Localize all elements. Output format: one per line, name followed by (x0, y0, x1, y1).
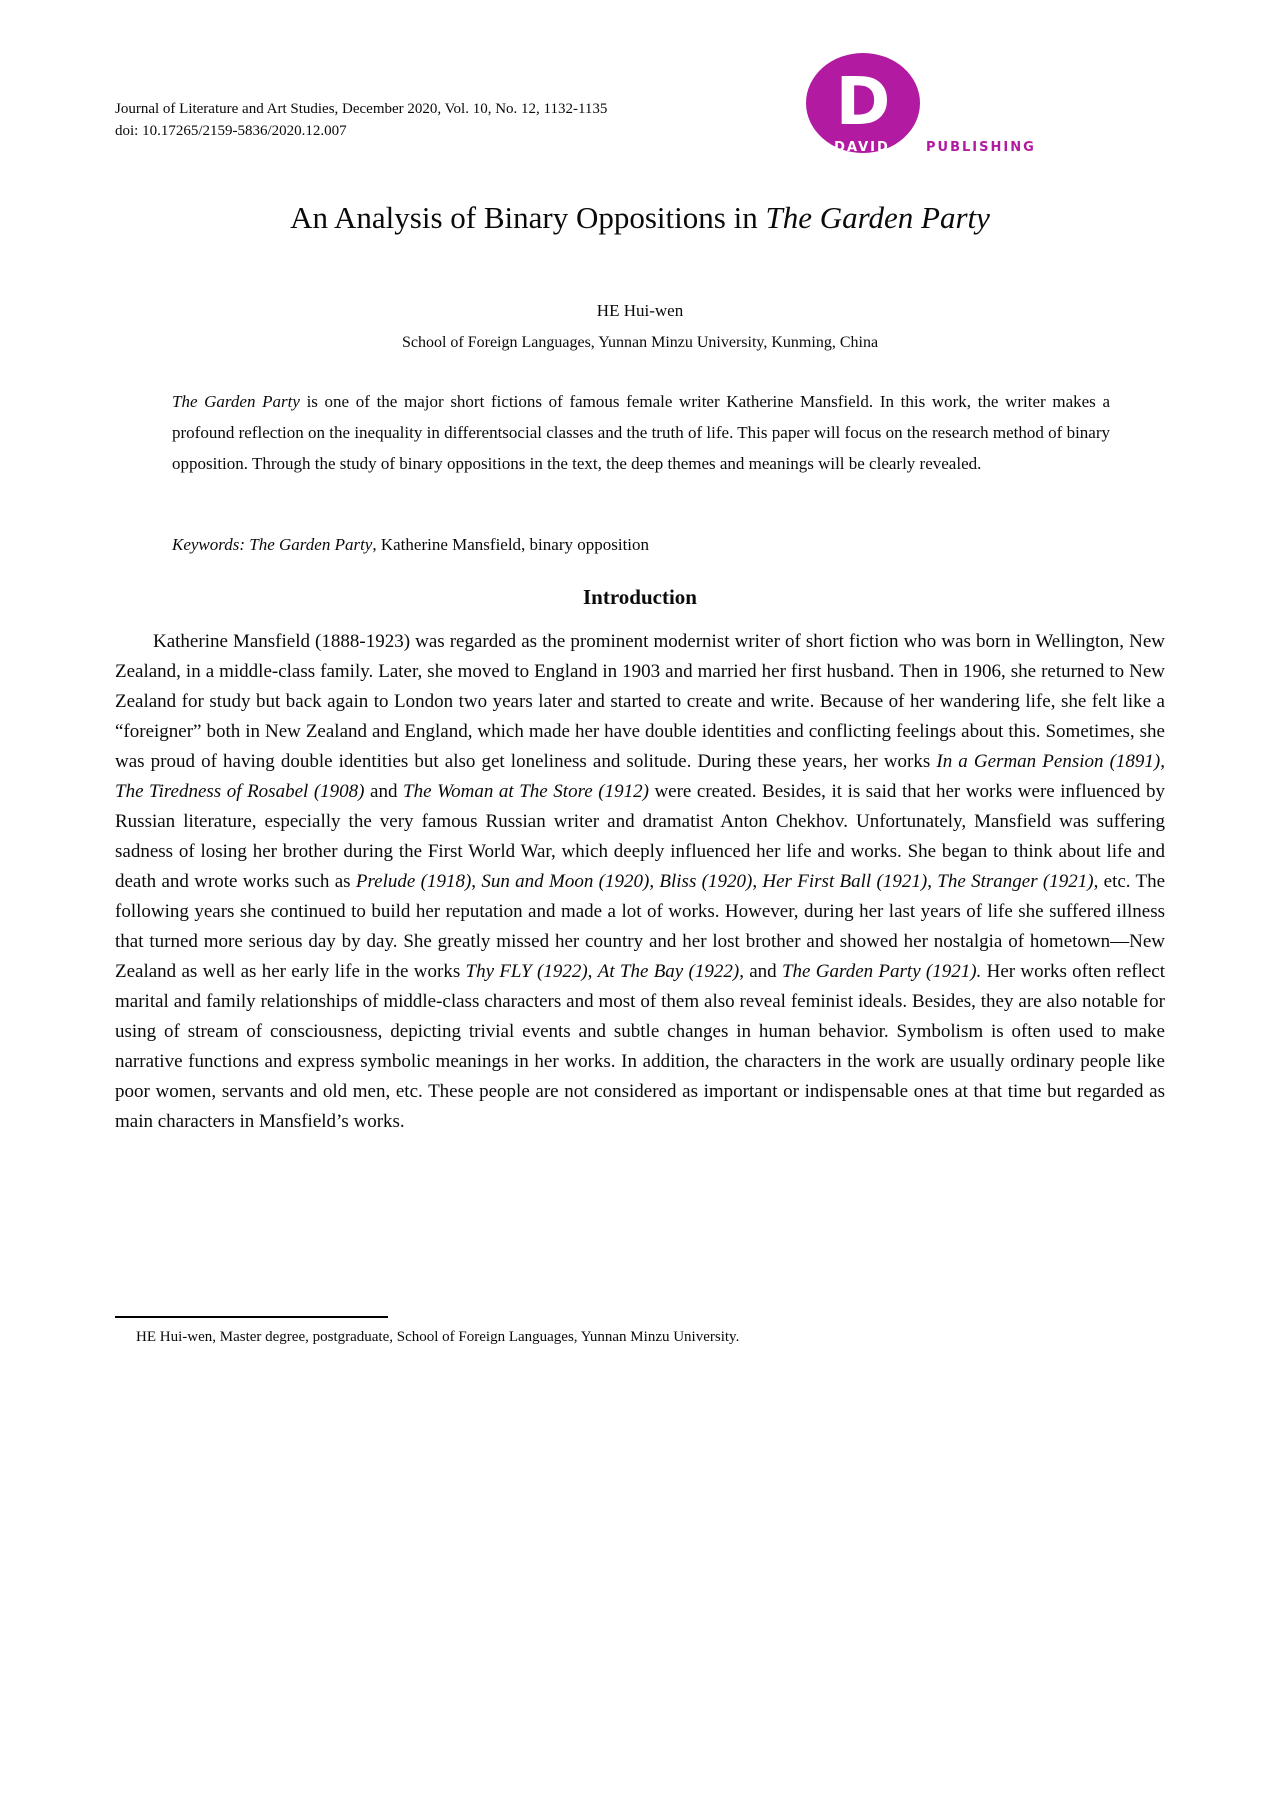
author-affiliation: School of Foreign Languages, Yunnan Minzu University, Kunming, China (401, 334, 879, 351)
author-footnote: HE Hui-wen, Master degree, postgraduate, School of Foreign Languages, Yunnan Minzu University. (136, 1329, 740, 1345)
david-publishing-logo-icon (798, 48, 1048, 166)
journal-citation-line: Journal of Literature and Art Studies, December 2020, Vol. 10, No. 12, 1132-1135 (115, 101, 608, 117)
publisher-logo (798, 48, 1048, 166)
footnote-divider (115, 1316, 388, 1318)
logo-word-david: DAVID (834, 140, 890, 155)
logo-letter-d: D (835, 63, 891, 140)
doi-line: doi: 10.17265/2159-5836/2020.12.007 (115, 123, 347, 139)
author-name: HE Hui-wen (596, 301, 684, 320)
section-heading-introduction: Introduction (583, 585, 697, 609)
paper-title: An Analysis of Binary Oppositions in The Garden Party (290, 200, 990, 235)
journal-header (115, 98, 607, 142)
logo-word-publishing: PUBLISHING (926, 140, 1036, 155)
abstract-paragraph: The Garden Party is one of the major short fictions of famous female writer Katherine Mansfield. In this work, the writer makes a profound reflection on the inequality in differentsocial classes and the truth of life. This paper will focus on the research method of binary opposition. Through the study of binary oppositions in the text, the deep themes and meanings will be clearly revealed. (172, 392, 1111, 473)
keywords-line: Keywords: The Garden Party, Katherine Mansfield, binary opposition (172, 535, 650, 554)
introduction-paragraph: Katherine Mansfield (1888-1923) was regarded as the prominent modernist writer of short fiction who was born in Wellington, New Zealand, in a middle-class family. Later, she moved to England in 1903 and married her first husband. Then in 1906, she returned to New Zealand for study but back again to London two years later and started to create and write. Because of her wandering life, she felt like a “foreigner” both in New Zealand and England, which made her have double identities and conflicting feelings about this. Sometimes, she was proud of having double identities but also get loneliness and solitude. During these years, her works In a German Pension (1891), The Tiredness of Rosabel (1908) and The Woman at The Store (1912) were created. Besides, it is said that her works were influenced by Russian literature, especially the very famous Russian writer and dramatist Anton Chekhov. Unfortunately, Mansfield was suffering sadness of losing her brother during the First World War, which deeply influenced her life and works. She began to think about life and death and wrote works such as Prelude (1918), Sun and Moon (1920), Bliss (1920), Her First Ball (1921), The Stranger (1921), etc. The following years she continued to build her reputation and made a lot of works. However, during her last years of life she suffered illness that turned more serious day by day. She greatly missed her country and her lost brother and showed her nostalgia of hometown—New Zealand as well as her early life in the works Thy FLY (1922), At The Bay (1922), and The Garden Party (1921). Her works often reflect marital and family relationships of middle-class characters and most of them also reveal feminist ideals. Besides, they are also notable for using of stream of consciousness, depicting trivial events and subtle changes in human behavior. Symbolism is often used to make narrative functions and express symbolic meanings in her works. In addition, the characters in the work are usually ordinary people like poor women, servants and old men, etc. These people are not considered as important or indispensable ones at that time but regarded as main characters in Mansfield’s works. (115, 631, 1166, 1132)
